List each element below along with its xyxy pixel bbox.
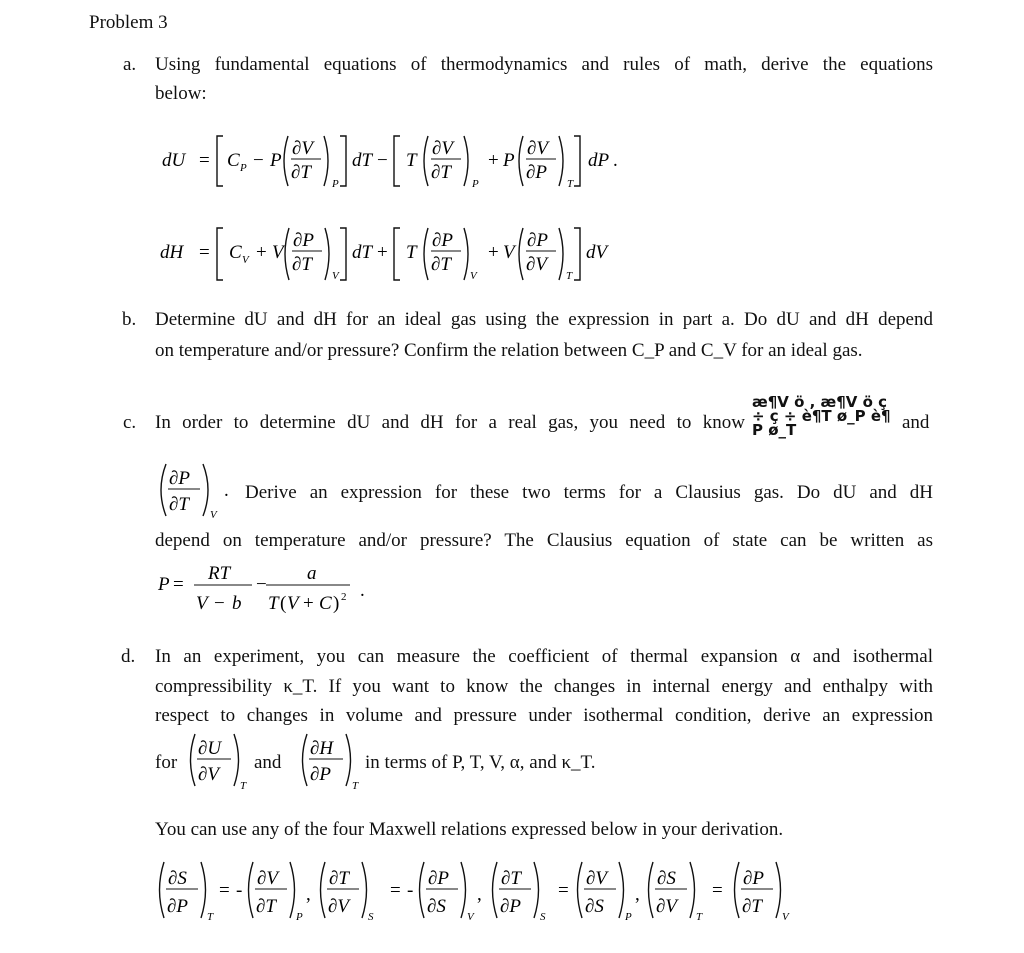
svg-text:T: T bbox=[696, 911, 703, 923]
svg-text:.: . bbox=[613, 150, 618, 171]
equation-dh bbox=[150, 212, 650, 296]
part-d-for: for bbox=[155, 752, 178, 773]
part-c-text-line1: In order to determine dU and dH for a real gas, you need to know bbox=[155, 412, 745, 433]
svg-text:P: P bbox=[240, 162, 247, 174]
svg-text:P: P bbox=[270, 150, 282, 171]
part-d-terms: in terms of P, T, V, α, and κ_T. bbox=[365, 752, 596, 773]
fraction-dp-dt-v bbox=[152, 460, 242, 526]
svg-text:∂P: ∂P bbox=[310, 764, 331, 785]
svg-text:∂T: ∂T bbox=[292, 254, 312, 275]
svg-text:T: T bbox=[240, 780, 247, 792]
part-b-text-line2: on temperature and/or pressure? Confirm the relation between C_P and C_V for an ideal gas. bbox=[155, 340, 863, 361]
svg-text:∂P: ∂P bbox=[169, 468, 190, 489]
svg-text:∂P: ∂P bbox=[293, 230, 314, 251]
svg-text:∂V: ∂V bbox=[292, 138, 313, 159]
svg-text:∂T: ∂T bbox=[256, 896, 276, 917]
svg-text:−: − bbox=[214, 593, 225, 614]
svg-text:∂P: ∂P bbox=[167, 896, 188, 917]
svg-text:V: V bbox=[287, 593, 299, 614]
svg-text:=: = bbox=[390, 880, 401, 901]
svg-text:∂S: ∂S bbox=[168, 868, 187, 889]
svg-text:∂V: ∂V bbox=[527, 138, 548, 159]
svg-text:C: C bbox=[229, 242, 242, 263]
svg-text:=: = bbox=[712, 880, 723, 901]
svg-text:V: V bbox=[272, 242, 284, 263]
svg-text:T: T bbox=[406, 150, 417, 171]
part-d-text-line3: respect to changes in volume and pressure under isothermal condition, derive an expression bbox=[155, 705, 933, 726]
part-d-label: d. bbox=[121, 646, 136, 667]
svg-text:∂T: ∂T bbox=[742, 896, 762, 917]
svg-text:dV: dV bbox=[586, 242, 608, 263]
svg-text:S: S bbox=[368, 911, 374, 923]
part-c-label: c. bbox=[123, 412, 137, 433]
svg-text:,: , bbox=[477, 884, 482, 905]
svg-text:∂T: ∂T bbox=[431, 162, 451, 183]
svg-text:V: V bbox=[470, 270, 477, 282]
svg-text:∂U: ∂U bbox=[198, 738, 222, 759]
svg-text:dT: dT bbox=[352, 242, 373, 263]
svg-text:=: = bbox=[199, 150, 210, 171]
svg-text:P: P bbox=[296, 911, 303, 923]
svg-text:∂P: ∂P bbox=[526, 162, 547, 183]
svg-text:∂S: ∂S bbox=[427, 896, 446, 917]
svg-text:∂T: ∂T bbox=[501, 868, 521, 889]
svg-text:+: + bbox=[256, 242, 267, 263]
svg-text:∂H: ∂H bbox=[310, 738, 334, 759]
svg-text:=: = bbox=[219, 880, 230, 901]
maxwell-relations bbox=[150, 858, 870, 928]
part-a-text-line2: below: bbox=[155, 83, 207, 104]
part-c-text-line2: Derive an expression for these two terms for a Clausius gas. Do dU and dH bbox=[245, 482, 933, 503]
svg-text:T: T bbox=[207, 911, 214, 923]
svg-text:V: V bbox=[242, 254, 249, 266]
fraction-dh-dp-t bbox=[295, 730, 365, 794]
svg-text:T: T bbox=[268, 593, 279, 614]
svg-text:+: + bbox=[377, 242, 388, 263]
svg-text:2: 2 bbox=[341, 591, 347, 603]
svg-text:V: V bbox=[196, 593, 208, 614]
svg-text:∂T: ∂T bbox=[291, 162, 311, 183]
svg-text:+: + bbox=[488, 242, 499, 263]
svg-text:C: C bbox=[319, 593, 332, 614]
svg-text:P: P bbox=[472, 178, 479, 190]
svg-text:∂V: ∂V bbox=[656, 896, 677, 917]
svg-text:+: + bbox=[488, 150, 499, 171]
svg-text:T: T bbox=[352, 780, 359, 792]
svg-text:V: V bbox=[467, 911, 474, 923]
svg-text:dH: dH bbox=[160, 242, 184, 263]
svg-text:-: - bbox=[236, 880, 243, 901]
svg-text:=: = bbox=[558, 880, 569, 901]
svg-text:P: P bbox=[503, 150, 515, 171]
svg-text:a: a bbox=[307, 563, 317, 584]
svg-text:∂V: ∂V bbox=[432, 138, 453, 159]
part-c-and: and bbox=[902, 412, 930, 433]
svg-text:∂P: ∂P bbox=[428, 868, 449, 889]
svg-text:∂V: ∂V bbox=[526, 254, 547, 275]
svg-text:∂V: ∂V bbox=[257, 868, 278, 889]
svg-text:∂P: ∂P bbox=[743, 868, 764, 889]
svg-text:∂P: ∂P bbox=[432, 230, 453, 251]
svg-text:-: - bbox=[407, 880, 414, 901]
svg-text:∂P: ∂P bbox=[527, 230, 548, 251]
svg-text:b: b bbox=[232, 593, 242, 614]
svg-text:T: T bbox=[566, 270, 573, 282]
svg-text:,: , bbox=[635, 884, 640, 905]
part-d-text-line2: compressibility κ_T. If you want to know the changes in internal energy and enthalpy with bbox=[155, 676, 933, 697]
svg-text:∂T: ∂T bbox=[431, 254, 451, 275]
svg-text:P: P bbox=[625, 911, 632, 923]
svg-text:∂T: ∂T bbox=[169, 494, 189, 515]
svg-text:T: T bbox=[406, 242, 417, 263]
svg-text:T: T bbox=[567, 178, 574, 190]
part-c-text-line3: depend on temperature and/or pressure? The Clausius equation of state can be written as bbox=[155, 530, 933, 551]
svg-text:(: ( bbox=[280, 593, 287, 614]
svg-text:∂V: ∂V bbox=[198, 764, 219, 785]
svg-text:dP: dP bbox=[588, 150, 610, 171]
svg-text:+: + bbox=[303, 593, 314, 614]
problem-title: Problem 3 bbox=[89, 12, 168, 33]
svg-text:−: − bbox=[256, 574, 267, 595]
svg-text:dU: dU bbox=[162, 150, 186, 171]
svg-text:,: , bbox=[306, 884, 311, 905]
svg-text:=: = bbox=[199, 242, 210, 263]
part-d-and: and bbox=[254, 752, 282, 773]
svg-text:V: V bbox=[503, 242, 515, 263]
svg-text:V: V bbox=[782, 911, 789, 923]
maxwell-intro: You can use any of the four Maxwell relations expressed below in your derivation. bbox=[155, 819, 784, 840]
svg-text:−: − bbox=[253, 150, 264, 171]
equation-du bbox=[150, 116, 670, 200]
part-b-text-line1: Determine dU and dH for an ideal gas using the expression in part a. Do dU and dH depend bbox=[155, 309, 933, 330]
svg-text:∂S: ∂S bbox=[585, 896, 604, 917]
svg-text:C: C bbox=[227, 150, 240, 171]
svg-text:−: − bbox=[377, 150, 388, 171]
svg-text:V: V bbox=[332, 270, 339, 282]
svg-text:∂P: ∂P bbox=[500, 896, 521, 917]
svg-text:∂T: ∂T bbox=[329, 868, 349, 889]
svg-text:=: = bbox=[173, 574, 184, 595]
clausius-equation bbox=[150, 560, 390, 620]
fraction-du-dv-t bbox=[183, 730, 253, 794]
garbled-partial-derivatives: æ¶V ö , æ¶V ö ç ÷ ç ÷ è¶T ø_P è¶P ø_T bbox=[752, 393, 891, 439]
svg-text:P: P bbox=[158, 574, 170, 595]
svg-text:V: V bbox=[210, 509, 217, 521]
svg-text:.: . bbox=[224, 480, 229, 501]
svg-text:RT: RT bbox=[208, 563, 231, 584]
svg-text:∂V: ∂V bbox=[328, 896, 349, 917]
svg-text:): ) bbox=[333, 593, 340, 614]
svg-text:.: . bbox=[360, 580, 365, 601]
svg-text:P: P bbox=[332, 178, 339, 190]
part-d-text-line1: In an experiment, you can measure the coefficient of thermal expansion α and isothermal bbox=[155, 646, 933, 667]
svg-text:∂S: ∂S bbox=[657, 868, 676, 889]
part-a-label: a. bbox=[123, 54, 137, 75]
part-b-label: b. bbox=[122, 309, 137, 330]
svg-text:dT: dT bbox=[352, 150, 373, 171]
part-a-text-line1: Using fundamental equations of thermodynamics and rules of math, derive the equations bbox=[155, 54, 933, 75]
svg-text:S: S bbox=[540, 911, 546, 923]
svg-text:∂V: ∂V bbox=[586, 868, 607, 889]
